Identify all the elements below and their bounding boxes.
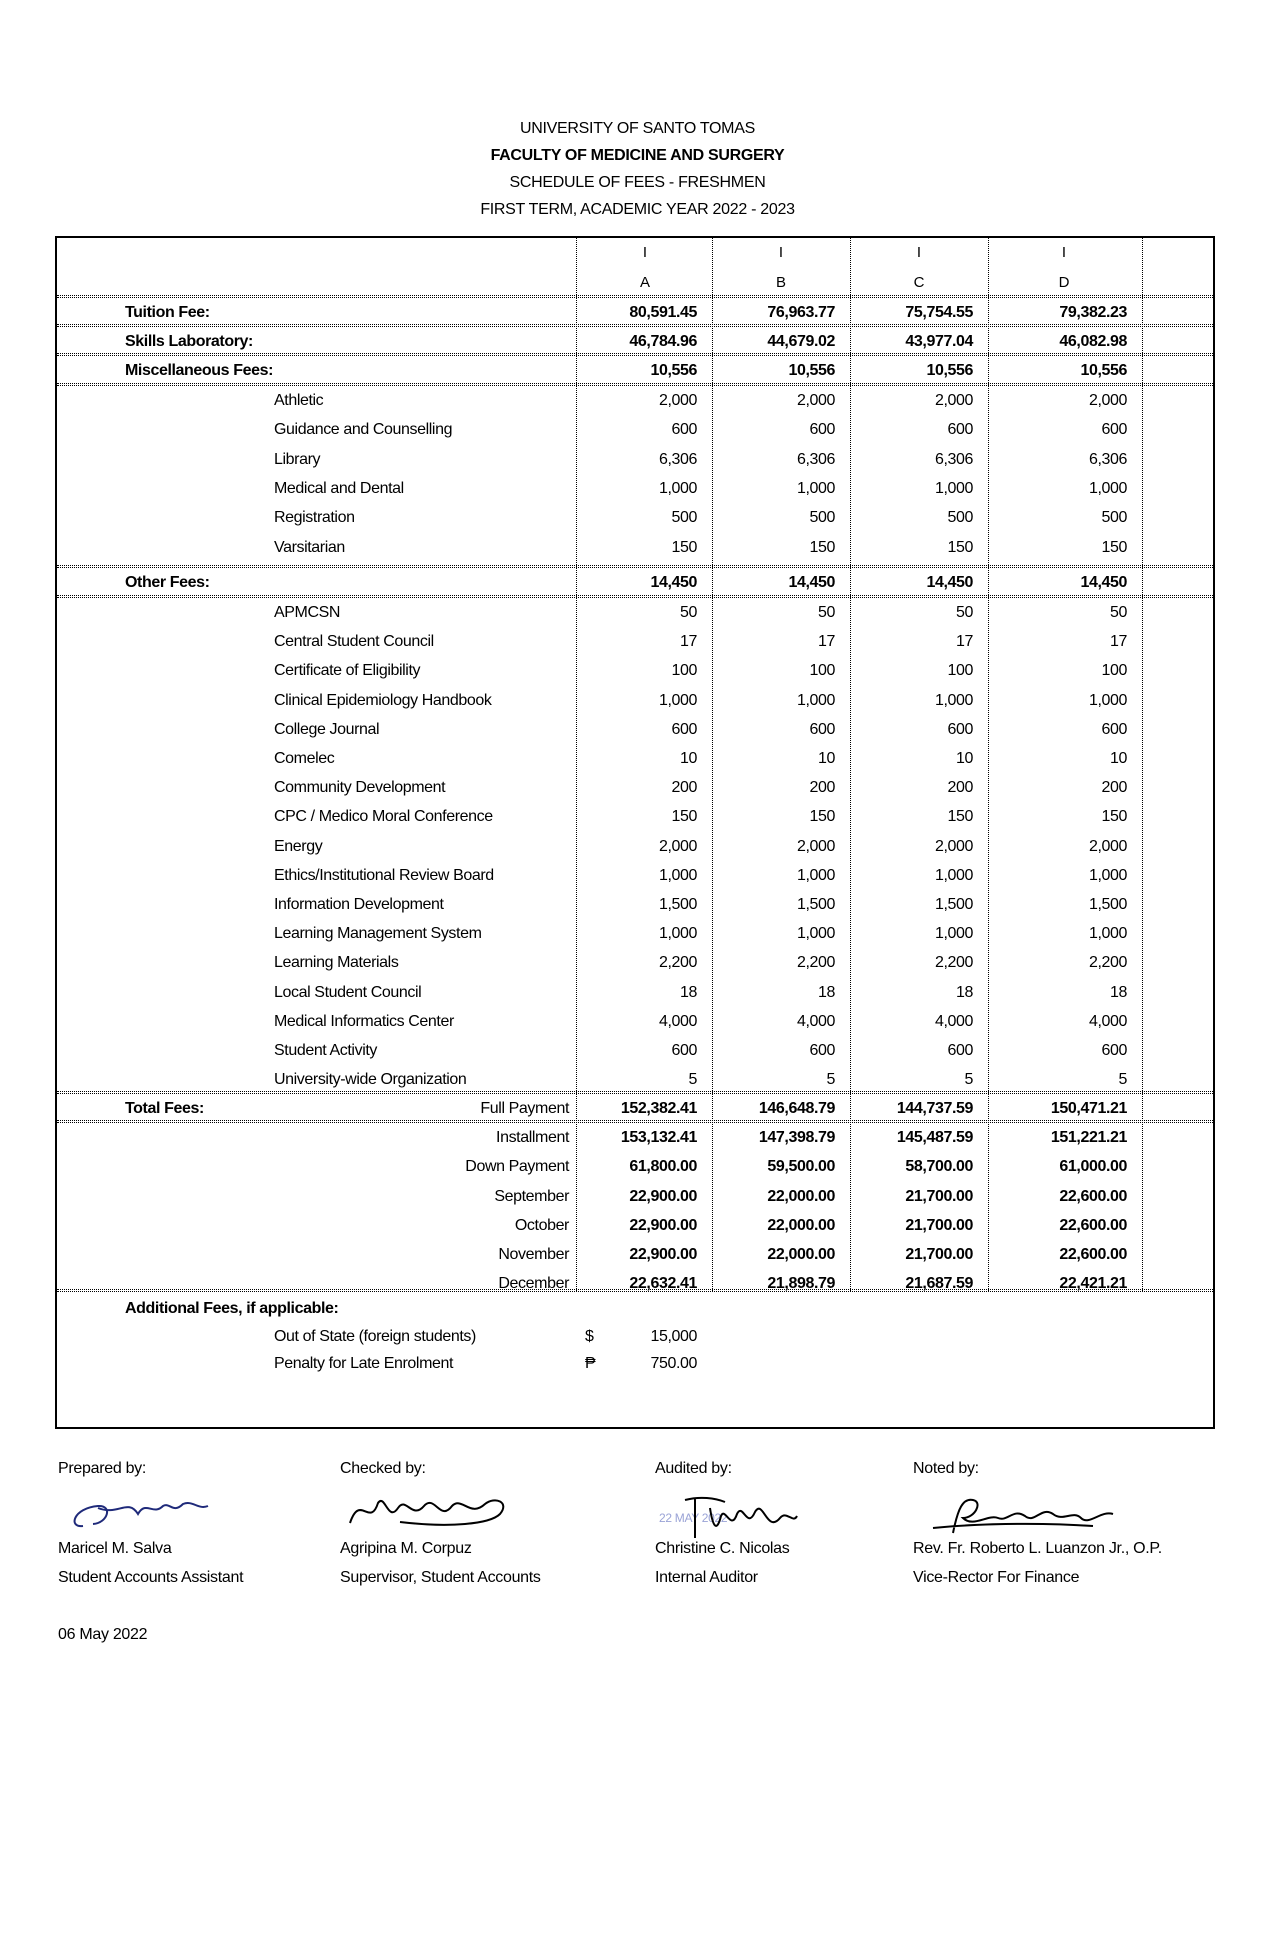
row-label: Ethics/Institutional Review Board [274, 866, 494, 884]
value-b: 2,200 [796, 954, 835, 972]
fee-item-row [57, 978, 1213, 1007]
value-b: 500 [809, 509, 835, 527]
value-d: 14,450 [1080, 574, 1127, 591]
signatory-title: Audited by: [655, 1460, 732, 1477]
signatory-title: Noted by: [913, 1460, 979, 1477]
row-label: Community Development [274, 779, 446, 797]
fee-item-row [57, 598, 1213, 627]
signature-image [58, 1488, 218, 1538]
faculty-name: FACULTY OF MEDICINE AND SURGERY [490, 147, 785, 164]
tuition-row [57, 298, 1213, 327]
value-d: 50 [1110, 604, 1127, 621]
row-label: Guidance and Counselling [274, 421, 453, 439]
row-label: Down Payment [465, 1158, 569, 1176]
currency-symbol: ₱ [585, 1355, 596, 1372]
fee-item-row [57, 1211, 1213, 1240]
signatory-role: Vice-Rector For Finance [913, 1569, 1080, 1586]
row-label: Local Student Council [274, 983, 422, 1001]
schedule-title: SCHEDULE OF FEES - FRESHMEN [509, 174, 766, 191]
value-a: 152,382.41 [620, 1100, 697, 1117]
value-b: 17 [818, 633, 835, 651]
row-label: College Journal [274, 720, 380, 738]
row-label: October [514, 1216, 569, 1234]
value-a: 150 [671, 808, 697, 826]
value-d: 500 [1101, 509, 1127, 527]
value-c: 150 [947, 808, 973, 826]
value-a: 600 [671, 421, 697, 439]
fee-item-row [57, 1007, 1213, 1036]
fee-item-row [57, 890, 1213, 919]
column-mark: I [778, 244, 784, 261]
row-label: Varsitarian [274, 538, 345, 556]
fee-item-row [57, 1182, 1213, 1211]
value-a: 1,000 [658, 691, 697, 709]
value-b: 5 [826, 1071, 835, 1089]
value-b: 44,679.02 [767, 333, 835, 350]
value-a: 4,000 [658, 1012, 697, 1030]
value-b: 147,398.79 [758, 1129, 835, 1147]
value-d: 5 [1118, 1071, 1127, 1089]
signatory-name: Christine C. Nicolas [655, 1540, 790, 1557]
value-c: 1,000 [934, 866, 973, 884]
row-label: Central Student Council [274, 633, 434, 651]
value-b: 2,000 [796, 837, 835, 855]
value-b: 1,000 [796, 925, 835, 943]
row-label: Total Fees: [125, 1100, 204, 1117]
fee-item-row [57, 1065, 1213, 1094]
value-b: 1,000 [796, 866, 835, 884]
fee-item-row [57, 1094, 1213, 1123]
row-label: Other Fees: [125, 574, 210, 591]
value-b: 10 [818, 750, 835, 767]
fee-item-row [57, 656, 1213, 685]
amount: 750.00 [650, 1355, 697, 1372]
skills-lab-row [57, 327, 1213, 356]
value-a: 50 [680, 604, 697, 621]
row-label: September [494, 1187, 569, 1205]
value-c: 150 [947, 538, 973, 556]
signature-image [913, 1488, 1133, 1543]
row-label: Additional Fees, if applicable: [125, 1300, 339, 1317]
row-label: Certificate of Eligibility [274, 662, 421, 680]
value-d: 150,471.21 [1050, 1100, 1127, 1117]
fee-item-row [57, 445, 1213, 474]
value-a: 100 [671, 662, 697, 680]
fee-item-row [57, 1123, 1213, 1152]
value-a: 10,556 [650, 362, 697, 379]
value-c: 600 [947, 720, 973, 738]
value-d: 100 [1101, 662, 1127, 680]
value-c: 75,754.55 [905, 304, 973, 321]
row-label: November [498, 1246, 569, 1263]
signature-image [340, 1488, 520, 1538]
value-c: 2,200 [934, 954, 973, 972]
value-a: 22,900.00 [629, 1216, 697, 1234]
column-mark: I [1061, 244, 1067, 261]
value-a: 2,200 [658, 954, 697, 972]
value-b: 76,963.77 [767, 304, 835, 321]
value-b: 1,500 [796, 896, 835, 913]
fee-item-row [57, 533, 1213, 562]
value-c: 21,687.59 [905, 1275, 973, 1293]
university-name: UNIVERSITY OF SANTO TOMAS [520, 120, 755, 137]
value-d: 600 [1101, 720, 1127, 738]
value-b: 59,500.00 [767, 1158, 835, 1176]
misc-fees-row [57, 356, 1213, 385]
value-c: 14,450 [926, 574, 973, 591]
document-date: 06 May 2022 [58, 1626, 148, 1643]
row-label: Comelec [274, 750, 335, 767]
value-b: 200 [809, 779, 835, 797]
value-c: 500 [947, 509, 973, 527]
value-d: 150 [1101, 538, 1127, 556]
fee-item-row [57, 686, 1213, 715]
value-c: 200 [947, 779, 973, 797]
value-a: 150 [671, 538, 697, 556]
additional-fee-row [57, 1349, 1213, 1378]
fee-item-row [57, 1240, 1213, 1269]
value-c: 21,700.00 [905, 1187, 973, 1205]
value-a: 17 [680, 633, 697, 651]
value-d: 600 [1101, 421, 1127, 439]
row-label: Full Payment [480, 1100, 569, 1117]
value-c: 600 [947, 421, 973, 439]
column-mark: I [642, 244, 648, 261]
value-b: 2,000 [796, 392, 835, 409]
row-label: Student Activity [274, 1042, 377, 1059]
value-d: 22,600.00 [1059, 1246, 1127, 1263]
fee-item-row [57, 802, 1213, 831]
value-d: 6,306 [1088, 450, 1127, 468]
row-label: Installment [496, 1129, 569, 1147]
fee-item-row [57, 386, 1213, 415]
value-d: 2,200 [1088, 954, 1127, 972]
value-c: 10 [956, 750, 973, 767]
value-d: 18 [1110, 983, 1127, 1001]
fee-item-row [57, 832, 1213, 861]
amount: 15,000 [650, 1328, 697, 1345]
value-a: 600 [671, 720, 697, 738]
value-d: 1,500 [1088, 896, 1127, 913]
fee-item-row [57, 861, 1213, 890]
fee-item-row [57, 1036, 1213, 1065]
row-label: Medical Informatics Center [274, 1012, 454, 1030]
fee-table [55, 236, 1215, 1429]
fee-item-row [57, 627, 1213, 656]
fee-item-row [57, 919, 1213, 948]
value-d: 151,221.21 [1050, 1129, 1127, 1147]
value-b: 10,556 [788, 362, 835, 379]
additional-fees-row [57, 1294, 1213, 1323]
value-c: 10,556 [926, 362, 973, 379]
value-a: 5 [688, 1071, 697, 1089]
value-b: 22,000.00 [767, 1187, 835, 1205]
value-c: 50 [956, 604, 973, 621]
value-b: 100 [809, 662, 835, 680]
signatory-name: Rev. Fr. Roberto L. Luanzon Jr., O.P. [913, 1540, 1162, 1557]
value-d: 22,600.00 [1059, 1187, 1127, 1205]
value-d: 600 [1101, 1042, 1127, 1059]
value-b: 150 [809, 538, 835, 556]
value-b: 600 [809, 720, 835, 738]
value-d: 1,000 [1088, 866, 1127, 884]
value-a: 22,900.00 [629, 1246, 697, 1263]
value-c: 100 [947, 662, 973, 680]
fee-item-row [57, 503, 1213, 532]
row-label: Information Development [274, 896, 444, 913]
audit-stamp: 22 MAY 2022 [659, 1511, 728, 1525]
value-b: 14,450 [788, 574, 835, 591]
row-label: Skills Laboratory: [125, 333, 253, 350]
value-c: 2,000 [934, 392, 973, 409]
signatory-role: Supervisor, Student Accounts [340, 1569, 541, 1586]
row-label: Out of State (foreign students) [274, 1328, 476, 1345]
value-a: 46,784.96 [629, 333, 697, 350]
value-a: 18 [680, 983, 697, 1001]
row-label: CPC / Medico Moral Conference [274, 808, 493, 826]
value-c: 1,500 [934, 896, 973, 913]
other-fees-row [57, 568, 1213, 597]
value-c: 145,487.59 [896, 1129, 973, 1147]
value-c: 1,000 [934, 925, 973, 943]
value-b: 600 [809, 1042, 835, 1059]
value-a: 6,306 [658, 450, 697, 468]
value-b: 22,000.00 [767, 1216, 835, 1234]
value-d: 1,000 [1088, 925, 1127, 943]
value-a: 500 [671, 509, 697, 527]
signatory-name: Maricel M. Salva [58, 1540, 172, 1557]
value-b: 21,898.79 [767, 1275, 835, 1293]
value-d: 61,000.00 [1059, 1158, 1127, 1176]
signature-image [655, 1488, 835, 1548]
value-b: 146,648.79 [758, 1100, 835, 1117]
value-d: 2,000 [1088, 392, 1127, 409]
value-d: 4,000 [1088, 1012, 1127, 1030]
value-d: 22,421.21 [1059, 1275, 1127, 1293]
column-header-b: B [775, 274, 786, 291]
value-c: 600 [947, 1042, 973, 1059]
value-a: 1,000 [658, 925, 697, 943]
value-a: 153,132.41 [620, 1129, 697, 1147]
value-d: 79,382.23 [1059, 304, 1127, 321]
signatory-name: Agripina M. Corpuz [340, 1540, 472, 1557]
row-label: University-wide Organization [274, 1071, 467, 1089]
value-d: 150 [1101, 808, 1127, 826]
value-c: 5 [964, 1071, 973, 1089]
row-label: Learning Materials [274, 954, 399, 972]
value-a: 14,450 [650, 574, 697, 591]
value-b: 4,000 [796, 1012, 835, 1030]
value-d: 17 [1110, 633, 1127, 651]
value-c: 21,700.00 [905, 1216, 973, 1234]
value-a: 1,500 [658, 896, 697, 913]
value-b: 50 [818, 604, 835, 621]
value-b: 600 [809, 421, 835, 439]
value-c: 1,000 [934, 479, 973, 497]
fee-item-row [57, 948, 1213, 977]
row-label: Medical and Dental [274, 479, 404, 497]
row-label: December [498, 1275, 569, 1293]
row-label: Library [274, 450, 321, 468]
row-label: Miscellaneous Fees: [125, 362, 274, 379]
additional-fee-row [57, 1322, 1213, 1351]
value-d: 10 [1110, 750, 1127, 767]
fee-item-row [57, 415, 1213, 444]
value-a: 1,000 [658, 479, 697, 497]
fee-item-row [57, 474, 1213, 503]
value-a: 2,000 [658, 392, 697, 409]
document-header [0, 115, 1275, 223]
value-b: 6,306 [796, 450, 835, 468]
value-b: 1,000 [796, 479, 835, 497]
signatory-title: Checked by: [340, 1460, 426, 1477]
value-c: 58,700.00 [905, 1158, 973, 1176]
value-d: 10,556 [1080, 362, 1127, 379]
fee-item-row [57, 1152, 1213, 1181]
value-c: 17 [956, 633, 973, 651]
value-a: 22,900.00 [629, 1187, 697, 1205]
fee-item-row [57, 715, 1213, 744]
currency-symbol: $ [585, 1328, 594, 1345]
value-b: 150 [809, 808, 835, 826]
row-label: Registration [274, 509, 355, 527]
value-a: 10 [680, 750, 697, 767]
value-c: 21,700.00 [905, 1246, 973, 1263]
column-header-a: A [639, 274, 650, 291]
term-title: FIRST TERM, ACADEMIC YEAR 2022 - 2023 [480, 201, 795, 218]
signatory-role: Internal Auditor [655, 1569, 758, 1586]
value-d: 46,082.98 [1059, 333, 1127, 350]
value-c: 6,306 [934, 450, 973, 468]
column-header-d: D [1058, 274, 1070, 291]
value-a: 2,000 [658, 837, 697, 855]
row-label: Clinical Epidemiology Handbook [274, 691, 492, 709]
value-c: 43,977.04 [905, 333, 973, 350]
value-c: 144,737.59 [896, 1100, 973, 1117]
value-a: 22,632.41 [629, 1275, 697, 1293]
value-a: 61,800.00 [629, 1158, 697, 1176]
row-label: Penalty for Late Enrolment [274, 1355, 454, 1372]
value-c: 18 [956, 983, 973, 1001]
signatory-role: Student Accounts Assistant [58, 1569, 244, 1586]
row-label: Energy [274, 837, 323, 855]
value-d: 1,000 [1088, 479, 1127, 497]
value-a: 80,591.45 [629, 304, 697, 321]
value-b: 18 [818, 983, 835, 1001]
value-c: 2,000 [934, 837, 973, 855]
row-label: APMCSN [274, 604, 341, 621]
value-d: 1,000 [1088, 691, 1127, 709]
signatory-title: Prepared by: [58, 1460, 147, 1477]
value-d: 2,000 [1088, 837, 1127, 855]
fee-item-row [57, 744, 1213, 773]
fee-item-row [57, 773, 1213, 802]
value-c: 4,000 [934, 1012, 973, 1030]
value-d: 200 [1101, 779, 1127, 797]
row-label: Athletic [274, 392, 324, 409]
row-label: Tuition Fee: [125, 304, 210, 321]
value-c: 1,000 [934, 691, 973, 709]
column-mark: I [916, 244, 922, 261]
value-a: 600 [671, 1042, 697, 1059]
value-d: 22,600.00 [1059, 1216, 1127, 1234]
value-a: 200 [671, 779, 697, 797]
value-b: 1,000 [796, 691, 835, 709]
value-b: 22,000.00 [767, 1246, 835, 1263]
value-a: 1,000 [658, 866, 697, 884]
row-label: Learning Management System [274, 925, 482, 943]
column-header-c: C [913, 274, 925, 291]
